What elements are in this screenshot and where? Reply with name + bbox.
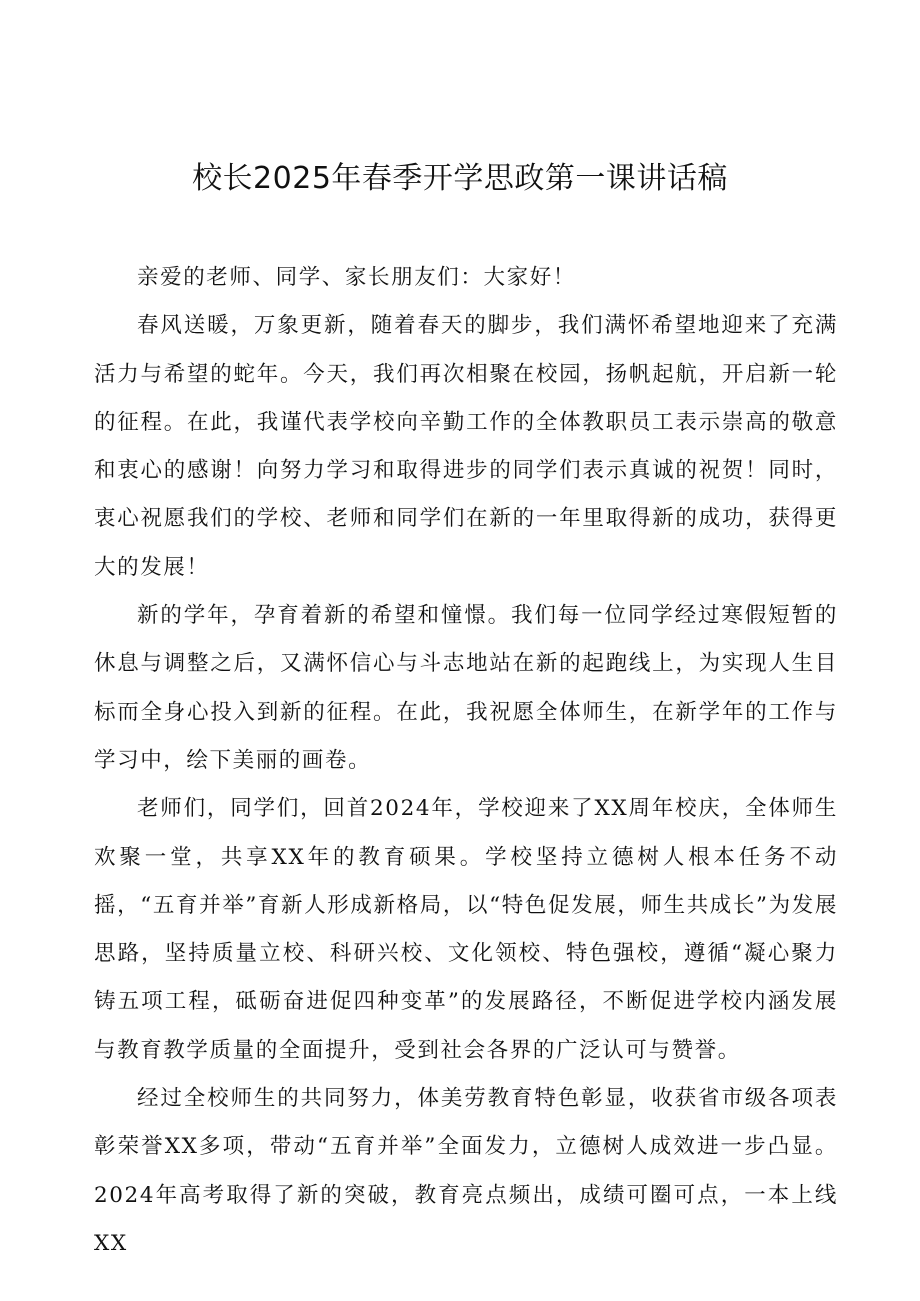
paragraph-spring-welcome: 春风送暖，万象更新，随着春天的脚步，我们满怀希望地迎来了充满活力与希望的蛇年。今天，我们再次相聚在校园，扬帆起航，开启新一轮的征程。在此，我谨代表学校向辛勤工作的全体教职员工表示崇高的敬意和衷心的感谢！向努力学习和取得进步的同学们表示真诚的祝贺！同时，衷心祝愿我们的学校、老师和同学们在新的一年里取得新的成功，获得更大的发展！ xyxy=(94,313,838,580)
document-body xyxy=(94,254,838,1268)
paragraph-review-2024: 老师们，同学们，回首2024年，学校迎来了XX周年校庆，全体师生欢聚一堂，共享XX年的教育硕果。学校坚持立德树人根本任务不动摇，“五育并举”育新人形成新格局，以“特色促发展，师生共成长”为发展思路，坚持质量立校、科研兴校、文化领校、特色强校，遵循“凝心聚力铸五项工程，砥砺奋进促四种变革”的发展路径，不断促进学校内涵发展与教育教学质量的全面提升，受到社会各界的广泛认可与赞誉。 xyxy=(94,796,838,1063)
paragraph-greeting: 亲爱的老师、同学、家长朋友们：大家好！ xyxy=(137,265,576,290)
paragraph-new-school-year: 新的学年，孕育着新的希望和憧憬。我们每一位同学经过寒假短暂的休息与调整之后，又满怀信心与斗志地站在新的起跑线上，为实现人生目标而全身心投入到新的征程。在此，我祝愿全体师生，在新学年的工作与学习中，绘下美丽的画卷。 xyxy=(94,603,838,773)
paragraph-achievements: 经过全校师生的共同努力，体美劳教育特色彰显，收获省市级各项表彰荣誉XX多项，带动“五育并举”全面发力，立德树人成效进一步凸显。2024年高考取得了新的突破，教育亮点频出，成绩可圈可点，一本上线XX xyxy=(94,1086,838,1256)
document-title: 校长2025年春季开学思政第一课讲话稿 xyxy=(192,161,728,196)
